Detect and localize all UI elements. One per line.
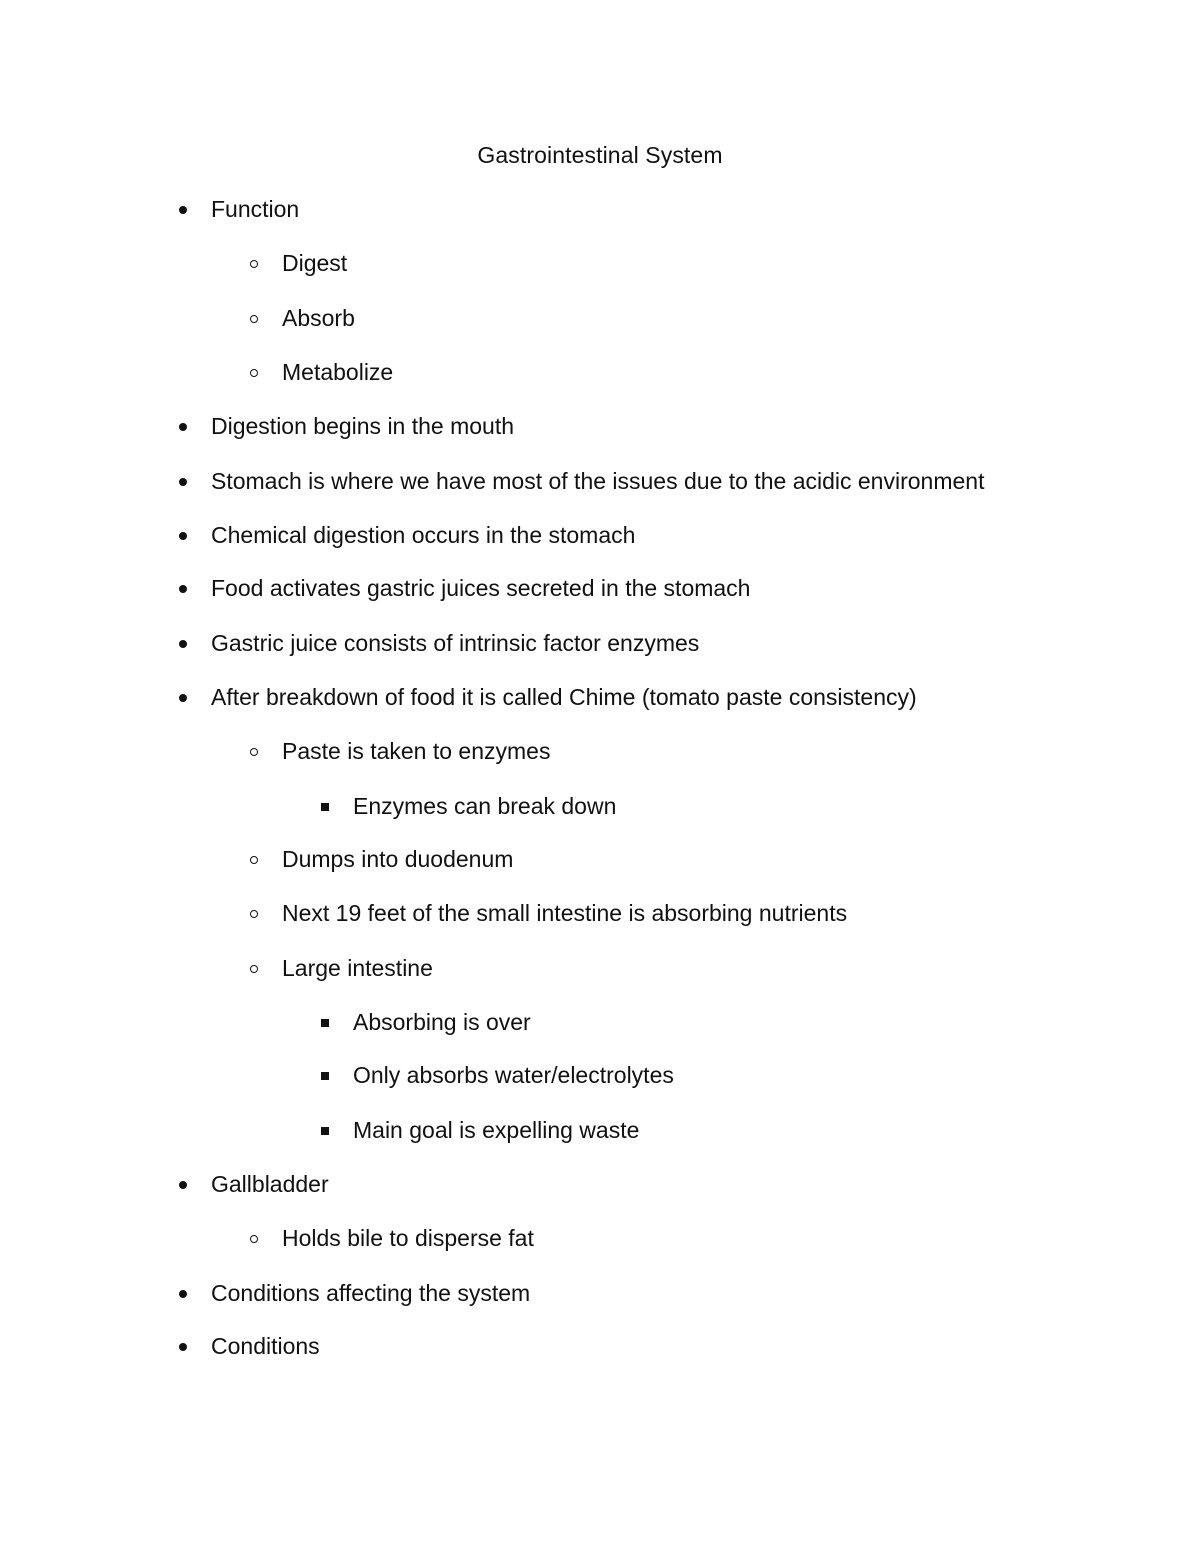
list-item <box>282 1223 534 1253</box>
circle-bullet-icon <box>249 303 269 333</box>
list-item <box>211 1331 320 1361</box>
list-item <box>211 573 750 603</box>
disc-bullet-icon <box>178 466 198 496</box>
list-item-text: Digestion begins in the mouth <box>211 413 515 439</box>
list-item <box>353 1007 531 1037</box>
circle-bullet-icon <box>249 357 269 387</box>
disc-bullet-icon <box>178 682 198 712</box>
list-item-text: Absorb <box>282 305 355 331</box>
list-item-text: Chemical digestion occurs in the stomach <box>211 522 636 548</box>
list-item-text: Dumps into duodenum <box>282 846 514 872</box>
disc-bullet-icon <box>178 411 198 441</box>
disc-bullet-icon <box>178 520 198 550</box>
list-item-text: Digest <box>282 250 348 276</box>
disc-bullet-icon <box>178 1169 198 1199</box>
disc-bullet-icon <box>178 1278 198 1308</box>
list-item <box>211 682 917 712</box>
disc-bullet-icon <box>178 628 198 658</box>
list-item <box>282 898 847 928</box>
list-item-text: Enzymes can break down <box>353 793 617 819</box>
list-item-text: Gallbladder <box>211 1171 329 1197</box>
list-item <box>211 1169 329 1199</box>
list-item-text: After breakdown of food it is called Chime (tomato paste consistency) <box>211 684 917 710</box>
disc-bullet-icon <box>178 1331 198 1361</box>
circle-bullet-icon <box>249 1223 269 1253</box>
list-item <box>211 520 635 550</box>
square-bullet-icon <box>320 1115 340 1145</box>
list-item-text: Absorbing is over <box>353 1009 531 1035</box>
list-item <box>282 248 347 278</box>
circle-bullet-icon <box>249 248 269 278</box>
list-item-text: Large intestine <box>282 955 433 981</box>
circle-bullet-icon <box>249 844 269 874</box>
list-item <box>211 466 984 496</box>
list-item-text: Stomach is where we have most of the issues due to the acidic environment <box>211 468 985 494</box>
list-item-text: Food activates gastric juices secreted in the stomach <box>211 575 751 601</box>
document-title: Gastrointestinal System <box>477 142 723 168</box>
list-item <box>282 844 513 874</box>
disc-bullet-icon <box>178 194 198 224</box>
list-item-text: Gastric juice consists of intrinsic factor enzymes <box>211 630 700 656</box>
list-item <box>282 357 393 387</box>
list-item-text: Only absorbs water/electrolytes <box>353 1062 674 1088</box>
list-item <box>353 1060 674 1090</box>
square-bullet-icon <box>320 1007 340 1037</box>
square-bullet-icon <box>320 791 340 821</box>
list-item-text: Conditions <box>211 1333 320 1359</box>
list-item-text: Next 19 feet of the small intestine is absorbing nutrients <box>282 900 848 926</box>
list-item <box>282 303 355 333</box>
circle-bullet-icon <box>249 953 269 983</box>
list-item-text: Conditions affecting the system <box>211 1280 531 1306</box>
list-item-text: Main goal is expelling waste <box>353 1117 640 1143</box>
list-item-text: Function <box>211 196 300 222</box>
list-item <box>211 1278 530 1308</box>
list-item <box>282 736 550 766</box>
circle-bullet-icon <box>249 736 269 766</box>
square-bullet-icon <box>320 1060 340 1090</box>
list-item <box>211 411 514 441</box>
list-item-text: Holds bile to disperse fat <box>282 1225 534 1251</box>
list-item <box>282 953 433 983</box>
list-item <box>353 791 616 821</box>
list-item <box>211 628 699 658</box>
list-item-text: Metabolize <box>282 359 394 385</box>
list-item <box>353 1115 639 1145</box>
list-item <box>211 194 299 224</box>
disc-bullet-icon <box>178 573 198 603</box>
list-item-text: Paste is taken to enzymes <box>282 738 551 764</box>
circle-bullet-icon <box>249 898 269 928</box>
